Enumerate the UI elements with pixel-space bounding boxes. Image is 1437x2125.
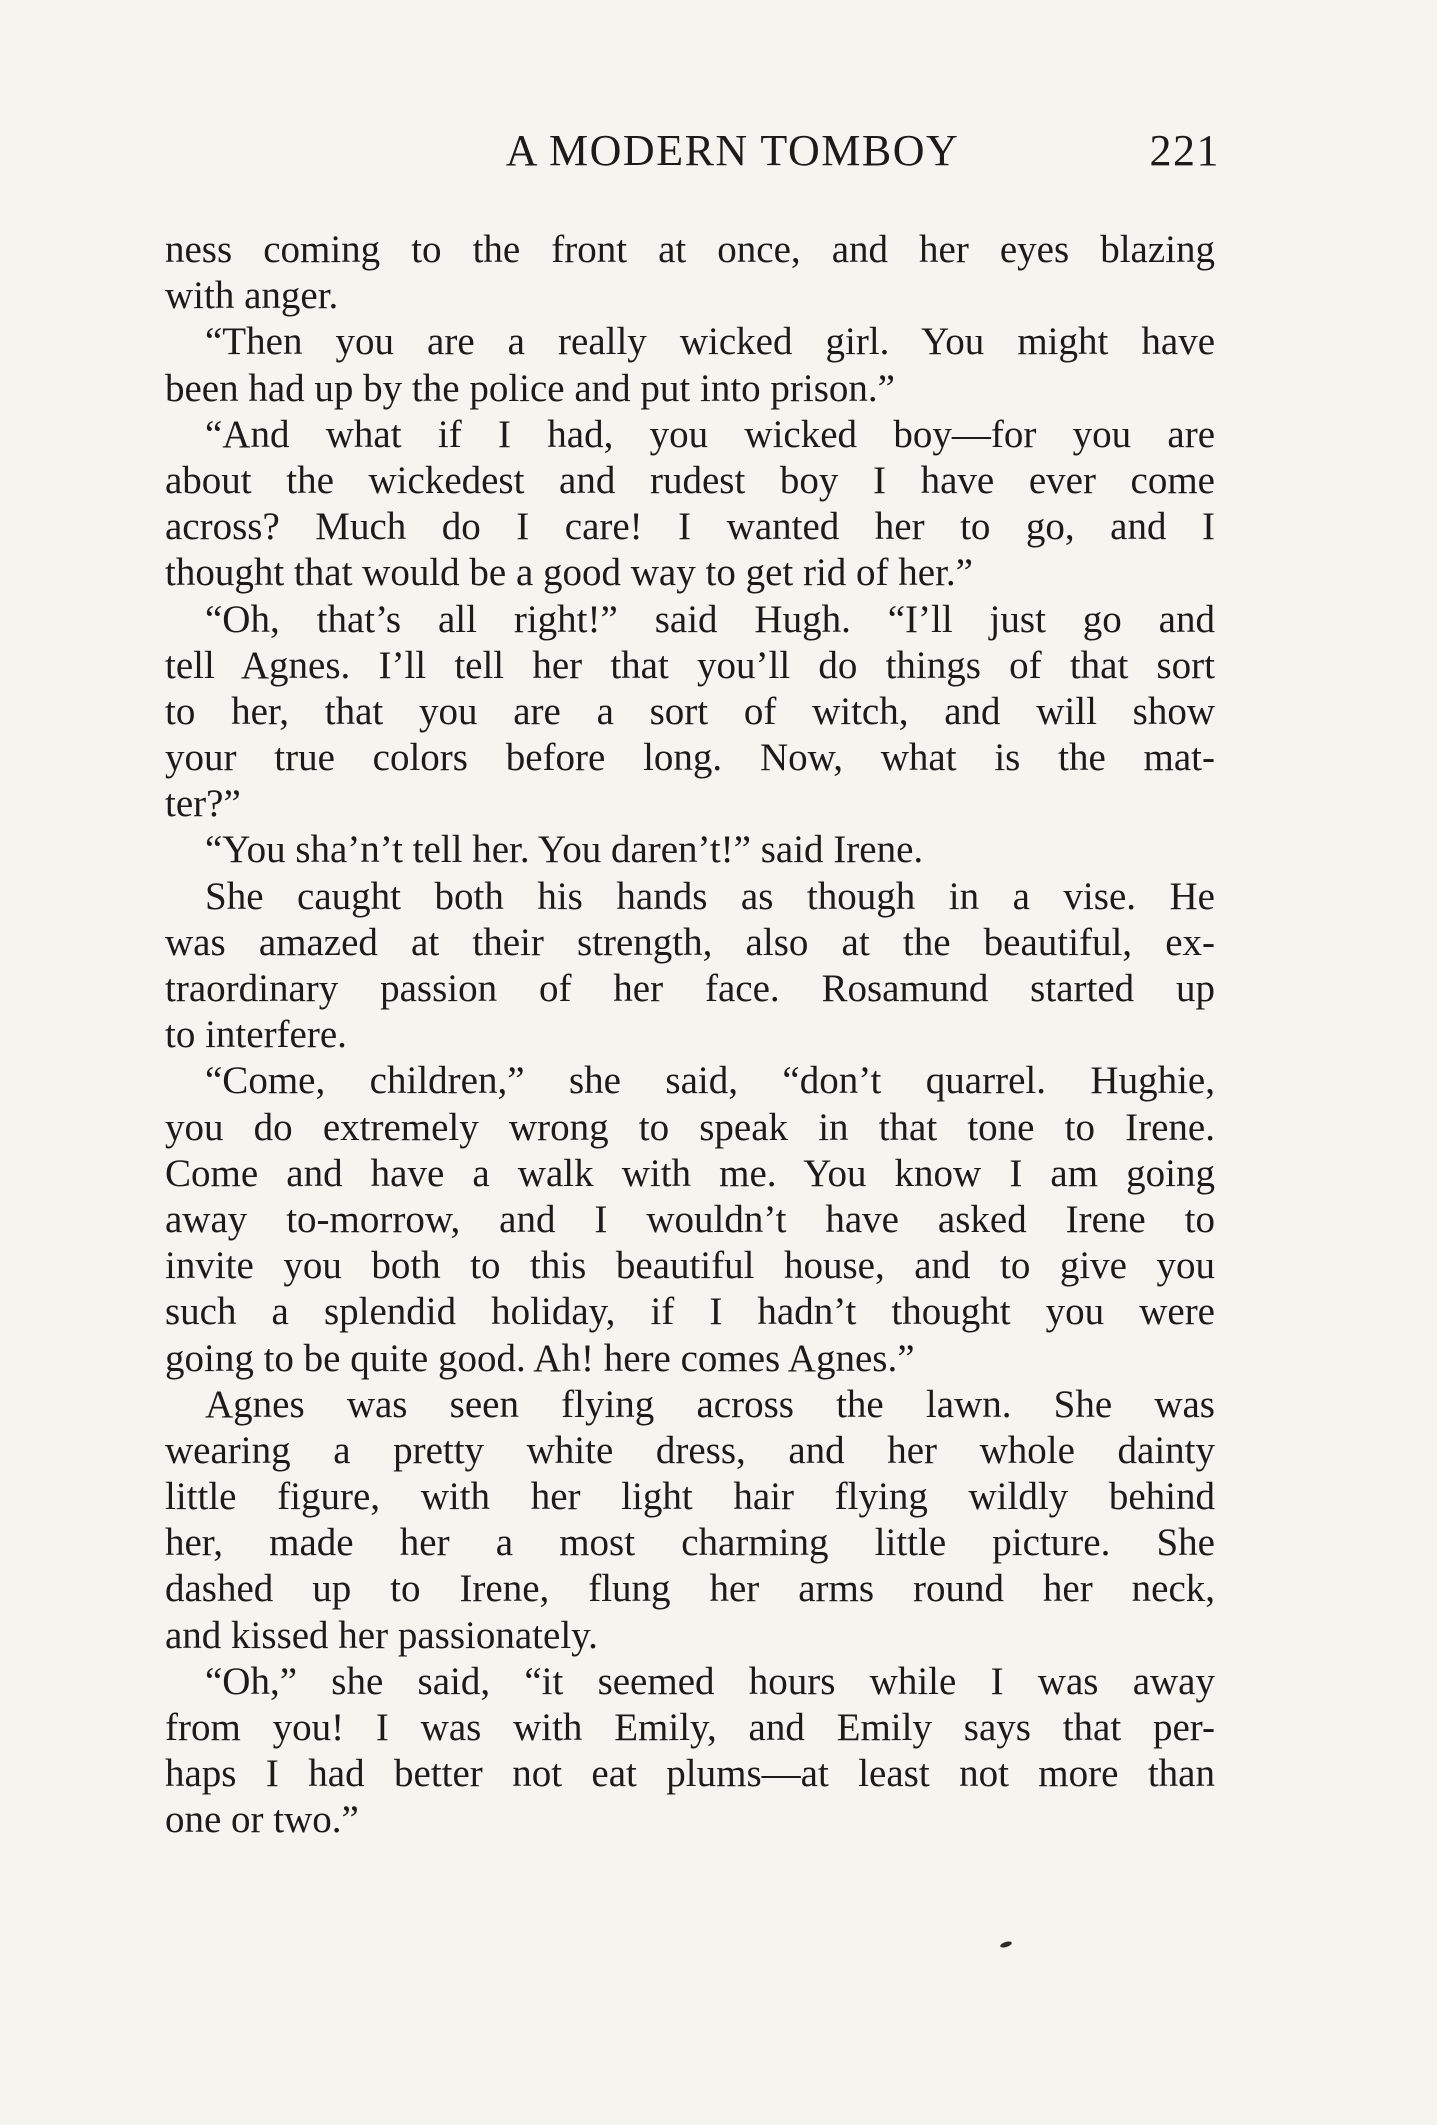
text-line: traordinary passion of her face. Rosamund started up: [165, 967, 1215, 1010]
text-line: and kissed her passionately.: [165, 1613, 598, 1657]
text-line: your true colors before long. Now, what is the mat-: [165, 736, 1215, 780]
page-number: 221: [1149, 126, 1220, 175]
text-line: “Then you are a really wicked girl. You might have: [205, 320, 1215, 364]
text-line: about the wickedest and rudest boy I have ever come: [165, 458, 1215, 502]
text-line: her, made her a most charming little picture. She: [165, 1521, 1215, 1565]
text-line: haps I had better not eat plums—at least not more than: [165, 1752, 1215, 1796]
text-line: She caught both his hands as though in a vise. He: [205, 874, 1215, 918]
text-line: such a splendid holiday, if I hadn’t thought you were: [165, 1290, 1215, 1334]
text-line: “And what if I had, you wicked boy—for you are: [205, 412, 1215, 456]
text-line: away to-morrow, and I wouldn’t have asked Irene to: [165, 1197, 1215, 1241]
text-line: Agnes was seen flying across the lawn. She was: [205, 1382, 1215, 1426]
text-line: little figure, with her light hair flying wildly behind: [165, 1475, 1215, 1519]
text-line: “Oh, that’s all right!” said Hugh. “I’ll just go and: [205, 597, 1215, 641]
text-line: to her, that you are a sort of witch, and will show: [165, 689, 1215, 733]
text-line: Come and have a walk with me. You know I am going: [165, 1151, 1215, 1195]
text-line: across? Much do I care! I wanted her to go, and I: [165, 505, 1215, 549]
text-line: “Come, children,” she said, “don’t quarrel. Hughie,: [205, 1059, 1215, 1103]
text-line: to interfere.: [165, 1013, 347, 1057]
running-title: A MODERN TOMBOY: [505, 126, 960, 175]
body-text: [165, 227, 1215, 1844]
text-line: ter?”: [165, 782, 241, 826]
text-line: from you! I was with Emily, and Emily says that per-: [165, 1706, 1215, 1749]
text-line: dashed up to Irene, flung her arms round her neck,: [165, 1567, 1215, 1611]
text-line: “You sha’n’t tell her. You daren’t!” said Irene.: [205, 828, 924, 872]
text-line: was amazed at their strength, also at the beautiful, ex-: [165, 920, 1215, 964]
text-line: been had up by the police and put into prison.”: [165, 366, 895, 410]
text-line: with anger.: [165, 274, 339, 318]
text-line: one or two.”: [165, 1798, 359, 1842]
text-line: thought that would be a good way to get rid of her.”: [165, 551, 973, 595]
text-line: invite you both to this beautiful house, and to give you: [165, 1244, 1215, 1288]
text-line: ness coming to the front at once, and her eyes blazing: [165, 228, 1215, 271]
text-line: wearing a pretty white dress, and her whole dainty: [165, 1428, 1215, 1472]
text-line: tell Agnes. I’ll tell her that you’ll do things of that sort: [165, 643, 1215, 687]
running-head: [165, 125, 1220, 185]
text-line: going to be quite good. Ah! here comes Agnes.”: [165, 1336, 915, 1380]
text-line: you do extremely wrong to speak in that tone to Irene.: [165, 1105, 1215, 1149]
text-line: “Oh,” she said, “it seemed hours while I was away: [205, 1659, 1215, 1703]
ink-speck: [1000, 1940, 1013, 1948]
